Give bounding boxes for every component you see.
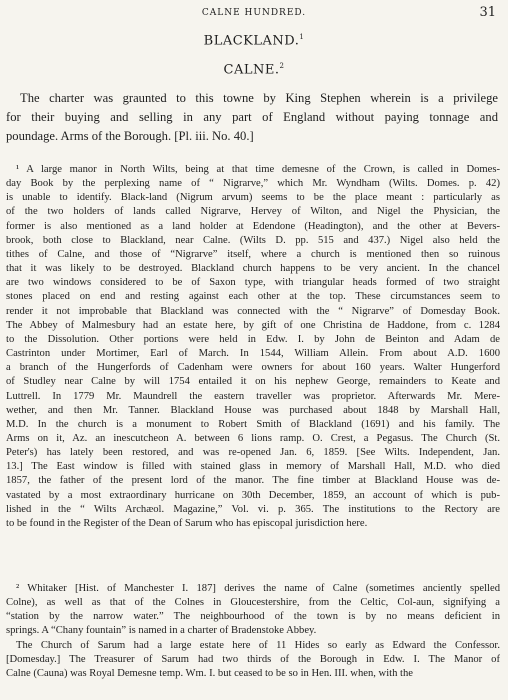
footnote-line: a branch of the Hungerfords of Cadenham were owners for about 160 years. Walter Hungerford [6,362,500,374]
main-line: poundage. Arms of the Borough. [Pl. iii. No. 40.] [6,129,254,143]
footnote-line: stones placed on end and resting against each other at the top. These circumstances seem to [6,291,500,303]
running-header [0,5,508,24]
heading-1-footnote-marker: 1 [299,33,305,41]
section-heading-calne [0,62,508,77]
footnote-line: Peter's) has lately been restored, and was re-opened Jan. 6, 1859. [See Wilts. Independent, Jan. [6,447,500,459]
footnote-line: of the two holders of lands called Nigrarve, Hervey of Wilton, and Nigel the Physician, the [6,206,500,218]
footnote-line: Luttrell. In 1779 Mr. Maundrell the eastern traveller was proprietor. Afterwards Mr. Mere- [6,390,500,402]
heading-1-text: BLACKLAND. [203,33,300,49]
footnote-line: brook, both close to Blackland, near Calne. (Wilts D. pp. 515 and 437.) Nigel also held the [6,234,500,246]
footnote-line: [Domesday.] The Treasurer of Sarum had two thirds of the Borough in Edw. I. The Manor of [6,653,500,665]
footnote-line: The Church of Sarum had a large estate here of 11 Hides so early as Edward the Confessor. [16,639,500,651]
footnote-line: day Book by the perplexing name of “ Nigrarve,” which Mr. Wyndham (Wilts. Domes. p. 42) [6,178,500,190]
running-head-title: CALNE HUNDRED. [201,8,307,18]
footnote-line: M.D. In the church is a monument to Robert Smith of Blackland (1691) and his family. The [6,418,500,430]
footnote-line: ² Whitaker [Hist. of Manchester I. 187] derives the name of Calne (sometimes anciently spelled [16,583,500,594]
footnote-line: to the Dissolution. Other portions were held in Edw. I. by John de Beinton and Adam de [6,333,500,345]
footnote-line: “station by the narrow water.” The neighbourhood of the town is by no means deficient in [6,611,500,623]
footnote-line: Arms on it, Az. an inescutcheon A. between 6 lions ramp. O. Crest, a Pegasus. The Church (St. [6,432,500,444]
main-paragraph [6,89,498,146]
footnote-line: ¹ A large manor in North Wilts, being at that time demesne of the Crown, is called in Domes- [16,164,500,175]
footnote-line: wether, and then Mr. Tanner. Blackland House was purchased about 1848 by Marshall Hall, [6,404,500,416]
heading-2-text: CALNE. [223,62,280,78]
page-number: 31 [479,5,496,20]
footnote-line: vastated by a most extraordinary hurricane on 30th December, 1859, an account of which is pub- [6,489,500,501]
main-line: The charter was graunted to this towne by King Stephen wherein is a privilege [20,91,498,105]
footnote-line: of Studley near Calne by will 1754 entailed it on his nephew George, remainders to Keate and [6,376,500,388]
footnote-line: The Abbey of Malmesbury had an estate here, by gift of one Christina de Haddone, from c. 1284 [6,319,500,331]
footnote-line: 1857, the father of the present lord of the manor. The fine timber at Blackland House was de- [6,475,500,487]
main-line: for their buying and selling in any part of England without paying tonnage and [6,110,498,124]
footnote-line: is unable to identify. Black-land (Nigrum arvum) seems to be the place meant : particularly as [6,192,500,204]
footnote-line: former is also mentioned as a land holder at Edendone (Headington), and the other at Bevers- [6,220,500,232]
footnote-line: 13.] The East window is filled with stained glass in memory of Marshall Hall, M.D. who died [6,461,500,473]
footnote-line: Calne (Cauna) was Royal Demesne temp. Wm. I. but ceased to be so in Hen. III. when, with the [6,667,413,679]
footnote-line: render it not improbable that Blackland was connected with the “ Nigrarve” of Domesday Book. [6,305,500,317]
footnote-1 [6,163,500,531]
footnote-line: to be found in the Register of the Dean of Sarum who has episcopal jurisdiction here. [6,517,368,529]
footnote-line: Colne), as well as that of the Colnes in Gloucestershire, from the Celtic, Col-aun, signifying a [6,597,500,609]
footnote-line: lished in the “ Wilts Archæol. Magazine,” Vol. vi. p. 365. The institutions to the Rectory are [6,503,500,515]
footnote-line: that it was likely to be destroyed. Blackland church happens to be very ancient. In the chancel [6,263,500,275]
heading-2-footnote-marker: 2 [279,62,285,70]
footnote-line: tithes of Calne, and those of “Nigrarve” itself, where a church is mentioned then so ruinous [6,248,500,260]
section-heading-blackland [0,33,508,48]
footnote-line: Castrinton under Mortimer, Earl of March. In 1544, William Allein. From about A.D. 1600 [6,348,500,360]
footnote-2 [6,582,500,681]
footnote-line: springs. A “Chany fountain” is named in a charter of Bradenstoke Abbey. [6,625,317,637]
footnote-line: are two windows considered to be of Saxon type, with triangular heads formed of two straight [6,277,500,289]
